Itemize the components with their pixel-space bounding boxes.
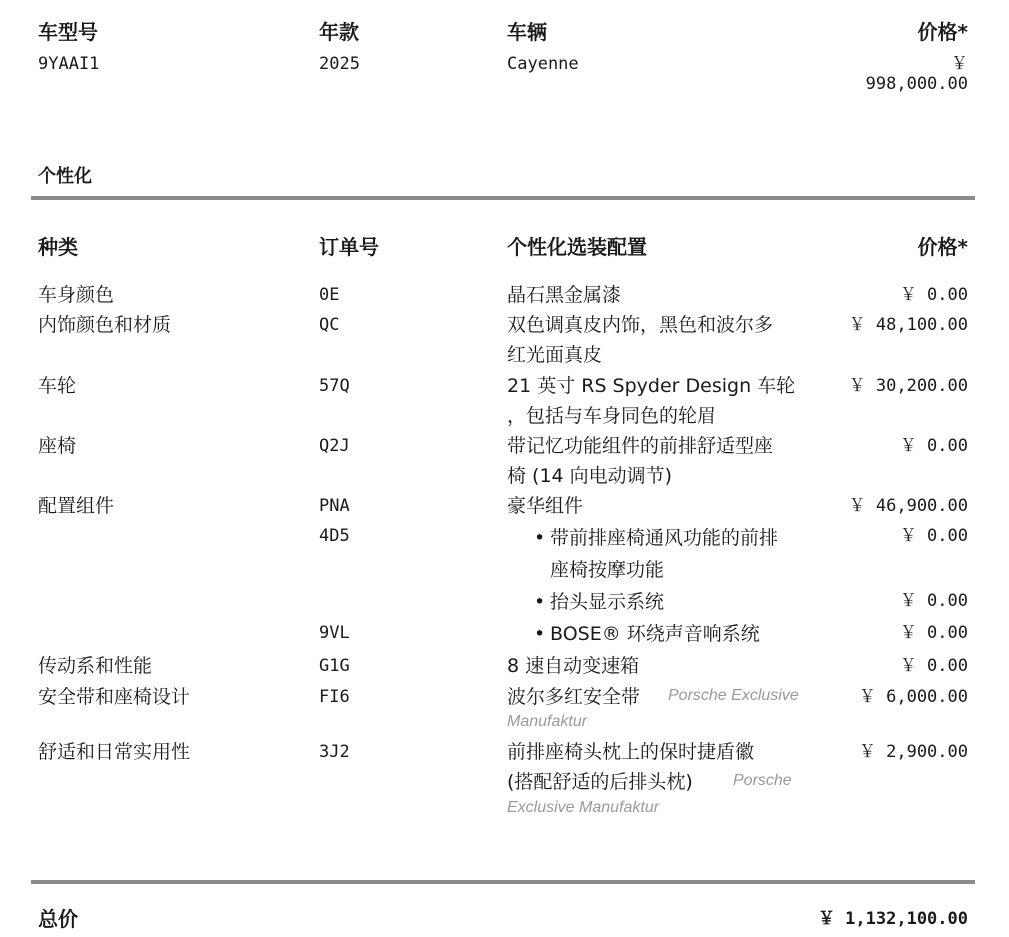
total-value: ￥ 1,132,100.00	[817, 909, 968, 929]
sub-item-price: ￥ 0.00	[899, 591, 968, 611]
row-description-line1: 21 英寸 RS Spyder Design 车轮	[507, 375, 796, 397]
section-divider	[31, 196, 975, 200]
row-code: G1G	[319, 656, 350, 676]
section-title: 个性化	[38, 166, 92, 187]
sub-item-description-line2: 座椅按摩功能	[550, 559, 665, 581]
row-category: 内饰颜色和材质	[38, 314, 172, 336]
exclusive-manufaktur-note: Porsche	[733, 772, 792, 789]
row-description-line2: 红光面真皮	[507, 344, 603, 366]
row-code: QC	[319, 315, 340, 335]
sub-item-code: 9VL	[319, 623, 350, 643]
row-price: ￥ 0.00	[899, 285, 968, 305]
row-price: ￥ 0.00	[899, 436, 968, 456]
sub-item-code: 4D5	[319, 526, 350, 546]
vehicle-header: 车辆	[507, 20, 547, 44]
row-price: ￥ 48,100.00	[848, 315, 968, 335]
total-divider	[31, 880, 975, 884]
row-code: FI6	[319, 687, 350, 707]
order-number-header: 订单号	[319, 235, 379, 259]
year-header: 年款	[319, 20, 359, 44]
exclusive-manufaktur-note: Porsche Exclusive	[668, 687, 799, 704]
year-value: 2025	[319, 54, 360, 74]
row-description: 豪华组件	[507, 495, 584, 517]
row-description: 8 速自动变速箱	[507, 655, 640, 677]
sub-item-price: ￥ 0.00	[899, 526, 968, 546]
bullet-icon: •	[534, 527, 546, 549]
row-price: ￥ 0.00	[899, 656, 968, 676]
row-category: 传动系和性能	[38, 655, 153, 677]
row-code: 0E	[319, 285, 340, 305]
row-price: ￥ 6,000.00	[858, 687, 968, 707]
vehicle-value: Cayenne	[507, 54, 579, 74]
base-price-currency: ￥	[951, 54, 968, 74]
total-label: 总价	[38, 907, 78, 931]
base-price-value: 998,000.00	[865, 74, 968, 94]
row-price: ￥ 2,900.00	[858, 742, 968, 762]
row-code: 57Q	[319, 376, 350, 396]
bullet-icon: •	[534, 591, 546, 613]
row-price: ￥ 30,200.00	[848, 376, 968, 396]
category-header: 种类	[38, 235, 78, 259]
row-description-line2: (搭配舒适的后排头枕)	[507, 771, 693, 793]
exclusive-manufaktur-note-line2: Manufaktur	[507, 713, 588, 730]
row-category: 车身颜色	[38, 284, 115, 306]
price-header: 价格*	[917, 20, 968, 44]
row-description-line2: ，包括与车身同色的轮眉	[507, 405, 717, 427]
row-description: 波尔多红安全带	[507, 686, 641, 708]
row-code: 3J2	[319, 742, 350, 762]
row-category: 舒适和日常实用性	[38, 741, 191, 763]
row-category: 配置组件	[38, 495, 115, 517]
sub-item-description-line1: 带前排座椅通风功能的前排	[550, 527, 779, 549]
row-category: 安全带和座椅设计	[38, 686, 191, 708]
model-code-header: 车型号	[38, 20, 98, 44]
exclusive-manufaktur-note-line2: Exclusive Manufaktur	[507, 799, 660, 816]
row-description-line1: 双色调真皮内饰，黑色和波尔多	[507, 314, 774, 336]
row-description-line1: 前排座椅头枕上的保时捷盾徽	[507, 741, 755, 763]
bullet-icon: •	[534, 623, 546, 645]
option-price-header: 价格*	[917, 235, 968, 259]
row-category: 座椅	[38, 435, 77, 457]
row-description-line1: 带记忆功能组件的前排舒适型座	[507, 435, 774, 457]
row-code: PNA	[319, 496, 350, 516]
model-code-value: 9YAAI1	[38, 54, 100, 74]
row-description: 晶石黑金属漆	[507, 284, 622, 306]
row-price: ￥ 46,900.00	[848, 496, 968, 516]
sub-item-description: 抬头显示系统	[550, 591, 665, 613]
sub-item-description: BOSE® 环绕声音响系统	[550, 623, 760, 645]
row-code: Q2J	[319, 436, 350, 456]
sub-item-price: ￥ 0.00	[899, 623, 968, 643]
row-category: 车轮	[38, 375, 77, 397]
option-header: 个性化选装配置	[507, 235, 647, 259]
row-description-line2: 椅 (14 向电动调节)	[507, 465, 673, 487]
